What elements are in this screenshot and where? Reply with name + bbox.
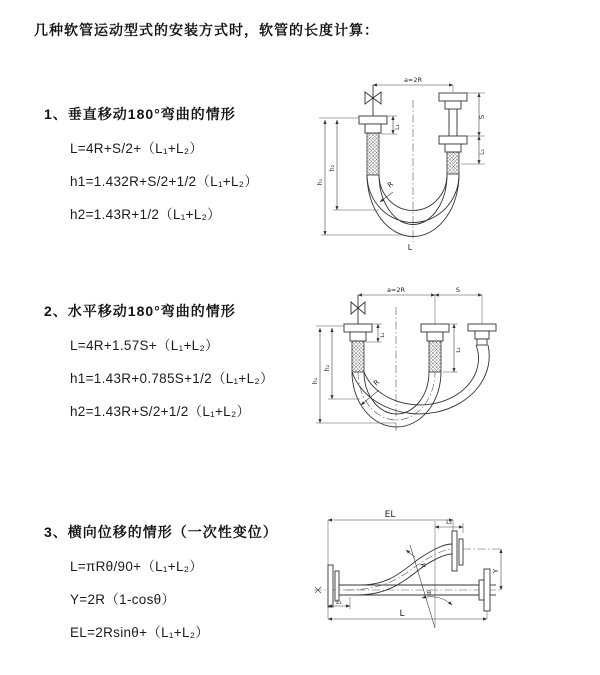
formula-line: h2=1.43R+1/2（L₁+L₂） xyxy=(70,207,221,222)
diagram-horizontal-180-bend xyxy=(300,283,510,455)
dim-label-theta: θ xyxy=(427,589,431,597)
dim-label-h2: h₂ xyxy=(324,364,331,372)
dim-label-a2r: a=2R xyxy=(403,76,423,84)
formula-line: h2=1.43R+S/2+1/2（L₁+L₂） xyxy=(70,404,251,419)
section-1-heading: 1、垂直移动180°弯曲的情形 xyxy=(44,106,236,122)
dim-label-s: S xyxy=(478,114,486,120)
dim-label-l1: L₁ xyxy=(336,599,342,606)
dim-label-length: L xyxy=(399,609,405,619)
dim-label-l1: L₁ xyxy=(380,332,386,338)
dim-label-length: L xyxy=(407,243,413,252)
left-pipe-fitting xyxy=(344,324,372,372)
upper-flange xyxy=(452,531,501,571)
dim-l2 xyxy=(479,136,486,164)
dim-y xyxy=(492,549,501,590)
dim-label-h2: h₂ xyxy=(329,164,336,172)
section-1 xyxy=(44,104,258,223)
dim-l2 xyxy=(435,519,463,533)
formula-line: L=4R+1.57S+（L₁+L₂） xyxy=(70,338,219,353)
formula-line: EL=2Rsinθ+（L₁+L₂） xyxy=(70,625,210,640)
angle-construction xyxy=(410,521,452,628)
dim-label-l2: L₂ xyxy=(479,149,486,155)
dim-a2r xyxy=(373,76,453,92)
dim-label-a2r: a=2R xyxy=(386,286,406,294)
formula-line: h1=1.432R+S/2+1/2（L₁+L₂） xyxy=(70,174,259,189)
middle-pipe-fitting xyxy=(421,324,449,372)
section-2 xyxy=(44,301,274,420)
diagram-vertical-180-bend xyxy=(303,72,503,257)
formula-line: h1=1.43R+0.785S+1/2（L₁+L₂） xyxy=(70,371,274,386)
dim-h1 xyxy=(317,118,403,235)
dim-label-h1: h₁ xyxy=(317,178,324,186)
valve-icon xyxy=(351,295,365,324)
right-pipe-fitting xyxy=(439,93,467,174)
dim-label-y: Y xyxy=(492,568,500,574)
formula-line: L=4R+S/2+（L₁+L₂） xyxy=(70,141,204,156)
diagram-lateral-displacement xyxy=(302,507,512,657)
dim-a2r xyxy=(358,286,435,295)
dim-label-radius: R xyxy=(418,562,428,570)
dim-length xyxy=(328,607,487,619)
section-3 xyxy=(44,522,278,641)
dim-label-l2: L₂ xyxy=(456,347,462,353)
dim-s xyxy=(435,286,482,324)
formula-line: L=πRθ/90+（L₁+L₂） xyxy=(70,559,204,574)
hose-u-arcs xyxy=(352,345,489,427)
hose-s-curve xyxy=(339,544,454,595)
dim-label-l1: L₁ xyxy=(394,124,401,130)
dim-label-h1: h₁ xyxy=(312,377,319,385)
left-pipe-fitting xyxy=(359,116,387,175)
dim-label-radius: R xyxy=(372,378,382,388)
right-pipe-fitting xyxy=(468,324,496,345)
formula-line: Y=2R（1-cosθ） xyxy=(70,592,176,607)
dim-label-el: EL xyxy=(384,510,396,520)
dim-el xyxy=(328,510,453,565)
valve-icon xyxy=(365,85,381,116)
section-2-heading: 2、水平移动180°弯曲的情形 xyxy=(44,303,236,319)
dim-label-s: S xyxy=(455,286,461,294)
section-3-heading: 3、横向位移的情形（一次性变位） xyxy=(44,524,278,540)
centerline xyxy=(314,587,501,593)
page-title: 几种软管运动型式的安装方式时，软管的长度计算： xyxy=(34,22,379,38)
dim-label-l2: L₂ xyxy=(446,519,452,526)
dim-label-radius: R xyxy=(386,180,396,190)
